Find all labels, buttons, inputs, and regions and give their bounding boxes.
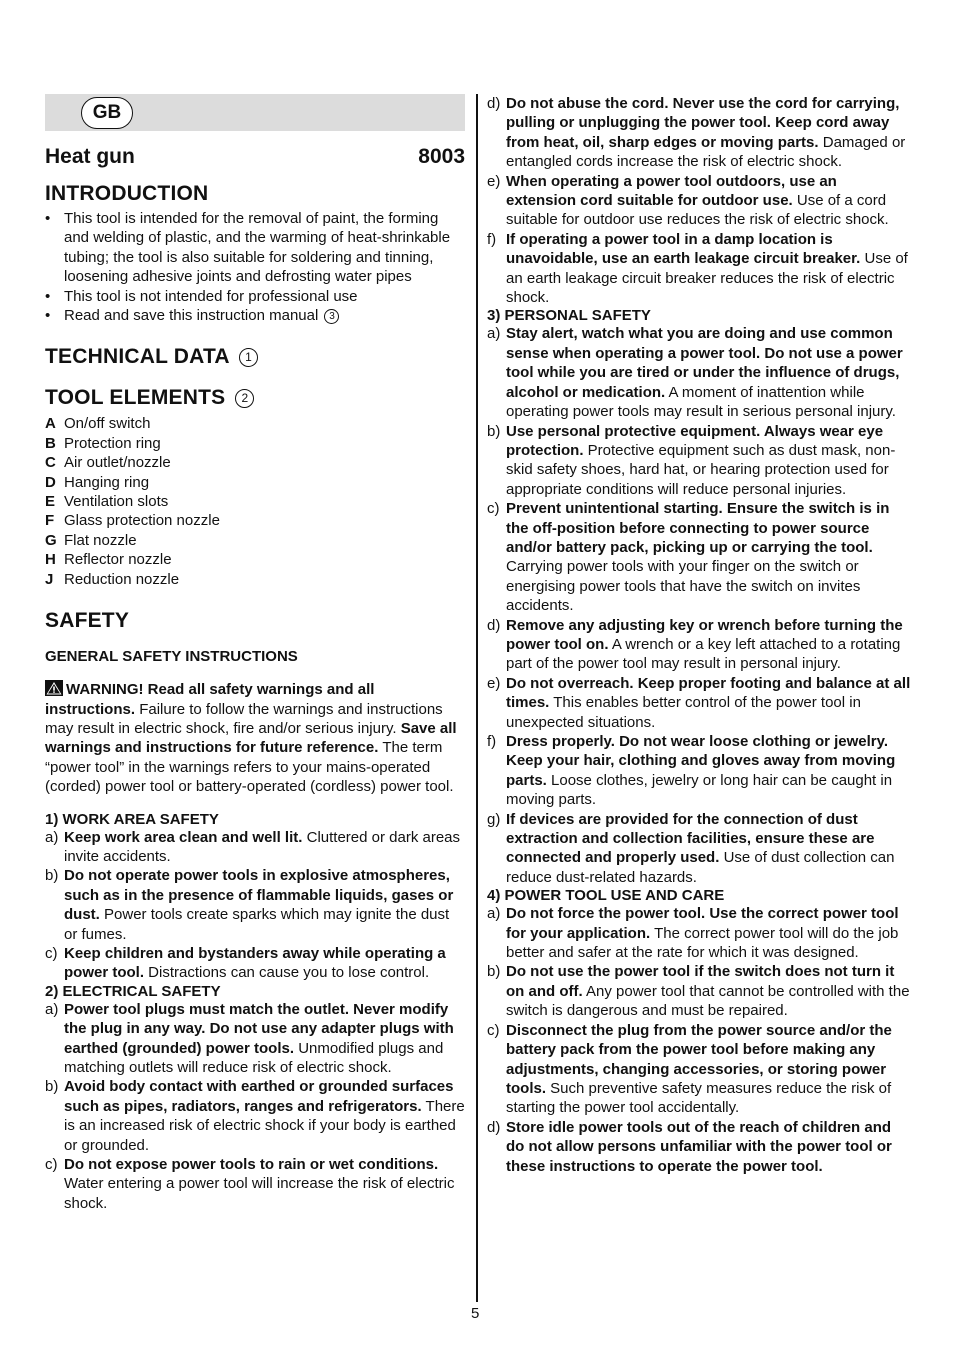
item-instruction: Store idle power tools out of the reach of children and do not allow persons unfamiliar with the power tool or these instructions to operate the power tool. (506, 1118, 892, 1175)
tool-element-item (45, 473, 465, 492)
item-explanation: Use of an earth leakage circuit breaker reduces the risk of electric shock. (506, 250, 908, 307)
item-instruction: Stay alert, watch what you are doing and use common sense when operating a power tool. Do not use a power tool while you are tired or under the influence of drugs, alcohol or medication. (506, 325, 903, 401)
item-instruction: Do not force the power tool. Use the correct power tool for your application. (506, 905, 899, 942)
item-explanation: Damaged or entangled cords increase the risk of electric shock. (506, 133, 906, 171)
item-explanation: Water entering a power tool will increase the risk of electric shock. (64, 1175, 455, 1212)
safety-item (45, 828, 465, 867)
tool-element-key: F (45, 512, 55, 530)
safety-item (487, 1021, 911, 1118)
tool-element-item (45, 414, 465, 433)
safety-section-title: 4) POWER TOOL USE AND CARE (487, 887, 725, 905)
safety-sections-left (45, 811, 465, 1214)
item-explanation: Carrying power tools with your finger on the switch or energising power tools that have the switch on invites accidents. (506, 558, 861, 615)
tool-element-key: H (45, 551, 56, 569)
tool-element-label: Reflector nozzle (64, 551, 172, 569)
safety-item (487, 674, 911, 732)
product-name: Heat gun (45, 145, 135, 168)
item-explanation: This enables better control of the power tool in unexpected situations. (506, 694, 861, 731)
item-letter: a) (487, 905, 501, 923)
item-explanation: Protective equipment such as dust mask, non-skid safety shoes, hard hat, or hearing protection used for appropriate conditions will reduce personal injuries. (506, 441, 896, 498)
tool-element-label: Protection ring (64, 434, 161, 452)
tool-element-item (45, 570, 465, 589)
item-instruction: Disconnect the plug from the power source and/or the battery pack from the power tool before making any adjustments, changing accessories, or storing power tools. (506, 1021, 892, 1097)
safety-section-title: 3) PERSONAL SAFETY (487, 307, 651, 325)
item-letter: b) (45, 1078, 59, 1096)
language-bar (45, 94, 465, 131)
item-explanation: Loose clothes, jewelry or long hair can be caught in moving parts. (506, 771, 893, 809)
item-letter: b) (487, 963, 501, 981)
item-explanation: Cluttered or dark areas invite accidents. (64, 828, 461, 865)
tool-heading: TOOL ELEMENTS 2 (45, 386, 465, 410)
tool-ref-badge: 2 (235, 389, 254, 408)
item-letter: a) (487, 325, 501, 343)
page-number: 5 (471, 1305, 480, 1322)
safety-item (487, 904, 911, 962)
item-instruction: Remove any adjusting key or wrench before turning the power tool on. (506, 616, 903, 653)
item-explanation: A moment of inattention while operating power tools may result in serious personal injury. (506, 383, 896, 421)
warning-paragraph: WARNING! Read all safety warnings and all instructions. Failure to follow the warnings and instructions may result in electric shock, fire and/or serious injury. Save all warnings and instructions for future reference. The term “power tool” in the warnings refers to your mains-operated (corded) power tool or battery-operated (cordless) power tool. (45, 681, 457, 796)
model-number: 8003 (418, 145, 465, 168)
tech-heading: TECHNICAL DATA 1 (45, 345, 465, 369)
item-instruction: Keep work area clean and well lit. (64, 828, 303, 846)
intro-bullet: • This tool is not intended for professional use (45, 287, 465, 306)
manual-ref-badge: 3 (324, 309, 339, 324)
item-letter: f) (487, 230, 497, 248)
intro-list (45, 209, 465, 325)
safety-section-title: 1) WORK AREA SAFETY (45, 810, 219, 828)
tool-element-key: D (45, 473, 56, 491)
general-safety-subheading: GENERAL SAFETY INSTRUCTIONS (45, 648, 298, 666)
tool-element-label: Flat nozzle (64, 531, 137, 549)
item-instruction: Keep children and bystanders away while operating a power tool. (64, 944, 446, 982)
item-instruction: Avoid body contact with earthed or grounded surfaces such as pipes, radiators, ranges and refrigerators. (64, 1078, 454, 1115)
tool-element-label: Glass protection nozzle (64, 512, 220, 530)
warning-icon (45, 680, 63, 696)
safety-item (45, 1077, 465, 1155)
safety-section-title: 2) ELECTRICAL SAFETY (45, 982, 221, 1000)
item-instruction: Power tool plugs must match the outlet. Never modify the plug in any way. Do not use any adapter plugs with earthed (grounded) power tools. (64, 1000, 454, 1057)
tool-element-item (45, 511, 465, 530)
tool-element-item (45, 434, 465, 453)
tool-element-key: C (45, 454, 56, 472)
safety-item (487, 94, 911, 172)
item-explanation: Use of a cord suitable for outdoor use reduces the risk of electric shock. (506, 192, 889, 229)
tool-element-label: Air outlet/nozzle (64, 454, 171, 472)
safety-item (487, 732, 911, 810)
intro-bullet: • Read and save this instruction manual 3 (45, 306, 465, 325)
title-row (45, 145, 465, 169)
tool-element-key: E (45, 493, 56, 511)
item-explanation: There is an increased risk of electric shock if your body is earthed or grounded. (64, 1097, 465, 1154)
tech-ref-badge: 1 (239, 348, 258, 367)
safety-item (487, 1118, 911, 1176)
item-explanation: Power tools create sparks which may ignite the dust or fumes. (64, 906, 450, 943)
item-explanation: A wrench or a key left attached to a rotating part of the power tool may result in personal injury. (506, 635, 901, 673)
item-letter: b) (45, 867, 59, 885)
safety-item (45, 866, 465, 944)
item-letter: a) (45, 828, 59, 846)
item-instruction: If devices are provided for the connection of dust extraction and collection facilities, ensure these are connected and properly used. (506, 810, 875, 867)
item-instruction: Do not abuse the cord. Never use the cord for carrying, pulling or unplugging the power tool. Keep cord away from heat, oil, sharp edges or moving parts. (506, 95, 900, 151)
safety-item (487, 962, 911, 1020)
item-explanation: The correct power tool will do the job better and safer at the rate for which it was designed. (506, 924, 899, 962)
tool-element-label: Reduction nozzle (64, 570, 180, 588)
item-letter: e) (487, 172, 501, 190)
item-letter: g) (487, 810, 501, 828)
item-letter: d) (487, 95, 501, 112)
item-explanation: Such preventive safety measures reduce the risk of starting the power tool accidentally. (506, 1079, 892, 1117)
intro-heading: INTRODUCTION (45, 182, 209, 205)
item-instruction: Do not use the power tool if the switch does not turn it on and off. (506, 963, 895, 1000)
safety-heading: SAFETY (45, 609, 130, 633)
item-explanation: Any power tool that cannot be controlled with the switch is dangerous and must be repaired. (506, 982, 910, 1020)
tool-element-item (45, 492, 465, 511)
item-letter: c) (45, 1156, 58, 1174)
item-letter: b) (487, 422, 501, 440)
safety-item (45, 944, 465, 983)
language-badge: GB (81, 97, 133, 129)
item-instruction: Prevent unintentional starting. Ensure the switch is in the off-position before connecting to power source and/or battery pack, picking up or carrying the tool. (506, 500, 890, 556)
tool-element-item (45, 531, 465, 550)
item-letter: d) (487, 1118, 501, 1136)
item-instruction: Use personal protective equipment. Always wear eye protection. (506, 422, 884, 459)
column-divider (476, 94, 478, 1302)
item-explanation: Use of dust collection can reduce dust-related hazards. (506, 849, 895, 886)
safety-item (487, 172, 911, 230)
item-letter: c) (45, 944, 58, 962)
left-column (45, 94, 465, 1213)
item-letter: a) (45, 1000, 59, 1018)
safety-item (487, 616, 911, 674)
item-letter: c) (487, 500, 500, 518)
safety-item (45, 1000, 465, 1078)
intro-bullet: • This tool is intended for the removal of paint, the forming and welding of plastic, and the warming of heat-shrinkable tubing; the tool is also suitable for soldering and tinning, loosening adhesive joints and defrosting water pipes (45, 209, 465, 287)
item-explanation: Unmodified plugs and matching outlets will reduce risk of electric shock. (64, 1039, 444, 1076)
item-letter: c) (487, 1021, 500, 1039)
tool-element-label: Ventilation slots (64, 493, 169, 511)
item-instruction: Do not expose power tools to rain or wet conditions. (64, 1156, 439, 1174)
item-letter: f) (487, 733, 497, 750)
tool-element-key: A (45, 415, 56, 433)
item-instruction: Do not operate power tools in explosive atmospheres, such as in the presence of flammable liquids, gases or dust. (64, 867, 454, 924)
tool-element-key: J (45, 570, 54, 588)
safety-item (487, 499, 911, 615)
item-instruction: Do not overreach. Keep proper footing and balance at all times. (506, 674, 911, 712)
tool-element-item (45, 550, 465, 569)
tool-element-key: G (45, 531, 57, 549)
safety-item (45, 1155, 465, 1213)
tool-element-label: On/off switch (64, 415, 151, 433)
safety-item (487, 324, 911, 421)
item-instruction: When operating a power tool outdoors, use an extension cord suitable for outdoor use. (506, 172, 837, 210)
safety-item (487, 230, 911, 308)
item-explanation: Distractions can cause you to lose control. (148, 964, 430, 982)
safety-item (487, 422, 911, 500)
right-column (487, 94, 911, 1176)
item-letter: d) (487, 616, 501, 634)
safety-item (487, 810, 911, 888)
tool-element-key: B (45, 434, 56, 452)
item-letter: e) (487, 674, 501, 692)
item-instruction: If operating a power tool in a damp location is unavoidable, use an earth leakage circuit breaker. (506, 230, 861, 268)
tool-element-label: Hanging ring (64, 473, 150, 491)
tool-element-item (45, 453, 465, 472)
item-instruction: Dress properly. Do not wear loose clothing or jewelry. Keep your hair, clothing and gloves away from moving parts. (506, 733, 896, 789)
tool-elements-list (45, 414, 465, 589)
